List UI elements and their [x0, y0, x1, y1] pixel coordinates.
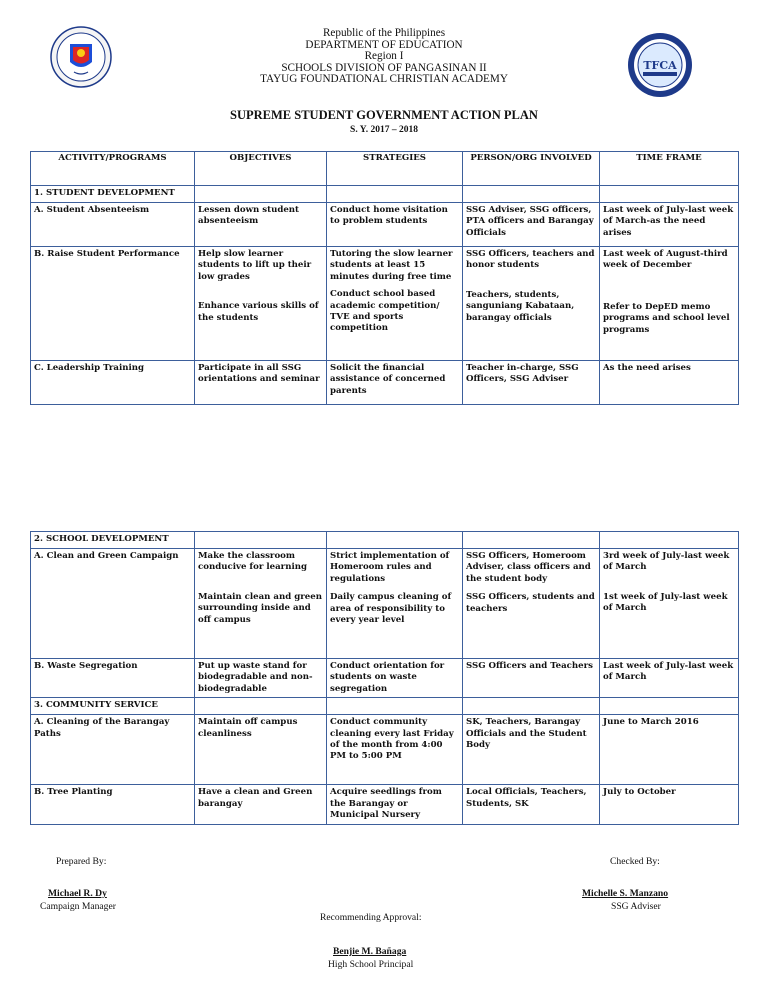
empty-cell [195, 698, 327, 715]
time-frame-cell: As the need arises [600, 361, 739, 405]
prepared-by-name: Michael R. Dy [48, 888, 107, 899]
objectives-cell: Lessen down student absenteeism [195, 203, 327, 247]
time-frame-cell: June to March 2016 [600, 715, 739, 785]
persons-cell [463, 247, 600, 361]
section-heading-row [31, 532, 739, 549]
activity-cell: B. Raise Student Performance [31, 247, 195, 361]
time-frame-cell [600, 549, 739, 659]
objectives-cell: Participate in all SSG orientations and seminar [195, 361, 327, 405]
empty-cell [327, 532, 463, 549]
table-row [31, 715, 739, 785]
activity-cell: A. Student Absenteeism [31, 203, 195, 247]
header-line-republic: Republic of the Philippines [322, 27, 446, 39]
tfca-logo-text: TFCA [643, 59, 677, 72]
person-item: SSG Officers, Homeroom Adviser, class officers and the student body [466, 551, 591, 584]
activity-cell: C. Leadership Training [31, 361, 195, 405]
persons-cell: SSG Officers and Teachers [463, 659, 600, 698]
time-frame-cell: Last week of July-last week of March [600, 659, 739, 698]
empty-cell [600, 698, 739, 715]
tfca-seal-logo [627, 32, 693, 98]
strategy-item: Conduct school based academic competition/ TVE and sports competition [330, 289, 440, 334]
activity-cell: A. Clean and Green Campaign [31, 549, 195, 659]
recommending-role: High School Principal [328, 959, 414, 970]
checked-by-label: Checked By: [610, 856, 660, 867]
person-item: Teachers, students, sanguniang Kabataan, barangay officials [466, 289, 575, 323]
objective-item: Help slow learner students to lift up their low grades [198, 249, 312, 282]
table-row [31, 203, 739, 247]
time-frame-cell: July to October [600, 785, 739, 825]
empty-cell [463, 698, 600, 715]
table-row [31, 659, 739, 698]
prepared-by-label: Prepared By: [56, 856, 107, 867]
strategy-item: Strict implementation of Homeroom rules and regulations [330, 551, 450, 584]
strategies-cell: Acquire seedlings from the Barangay or Municipal Nursery [327, 785, 463, 825]
empty-cell [463, 532, 600, 549]
column-header-strategies: STRATEGIES [327, 152, 463, 186]
column-header-activity: ACTIVITY/PROGRAMS [31, 152, 195, 186]
section-heading: 2. SCHOOL DEVELOPMENT [31, 532, 195, 549]
objective-item: Maintain clean and green surrounding inside and off campus [198, 591, 322, 625]
deped-seal-logo [50, 26, 112, 88]
column-header-persons: PERSON/ORG INVOLVED [463, 152, 600, 186]
strategies-cell: Conduct orientation for students on waste segregation [327, 659, 463, 698]
objectives-cell [195, 549, 327, 659]
section-heading: 3. COMMUNITY SERVICE [31, 698, 195, 715]
objectives-cell [195, 247, 327, 361]
persons-cell: SK, Teachers, Barangay Officials and the Student Body [463, 715, 600, 785]
prepared-by-role: Campaign Manager [40, 901, 116, 912]
strategies-cell [327, 549, 463, 659]
empty-cell [195, 186, 327, 203]
document-title: SUPREME STUDENT GOVERNMENT ACTION PLAN [230, 108, 538, 122]
recommending-name: Benjie M. Bañaga [333, 946, 407, 957]
objectives-cell: Maintain off campus cleanliness [195, 715, 327, 785]
strategies-cell [327, 247, 463, 361]
empty-cell [600, 186, 739, 203]
section-heading: 1. STUDENT DEVELOPMENT [31, 186, 195, 203]
checked-by-name: Michelle S. Manzano [582, 888, 669, 899]
table-header-row [31, 152, 739, 186]
time-frame-item: 1st week of July-last week of March [603, 591, 728, 614]
section-heading-row [31, 698, 739, 715]
persons-cell: Local Officials, Teachers, Students, SK [463, 785, 600, 825]
recommending-approval-label: Recommending Approval: [320, 912, 422, 923]
action-plan-table-2 [30, 531, 739, 825]
strategies-cell: Conduct home visitation to problem students [327, 203, 463, 247]
column-header-objectives: OBJECTIVES [195, 152, 327, 186]
header-line-school: TAYUG FOUNDATIONAL CHRISTIAN ACADEMY [260, 73, 508, 86]
document-header [150, 28, 618, 86]
time-frame-cell: Last week of July-last week of March-as the need arises [600, 203, 739, 247]
header-line-region: Region I [364, 50, 404, 63]
empty-cell [463, 186, 600, 203]
activity-cell: B. Tree Planting [31, 785, 195, 825]
persons-cell [463, 549, 600, 659]
empty-cell [327, 186, 463, 203]
activity-cell: A. Cleaning of the Barangay Paths [31, 715, 195, 785]
objective-item: Enhance various skills of the students [198, 301, 319, 323]
objectives-cell: Have a clean and Green barangay [195, 785, 327, 825]
empty-cell [600, 532, 739, 549]
objective-item: Make the classroom conducive for learning [198, 551, 307, 573]
strategies-cell: Solicit the financial assistance of concerned parents [327, 361, 463, 405]
person-item: SSG Officers, teachers and honor students [466, 249, 595, 271]
action-plan-table-1 [30, 151, 739, 405]
table-row [31, 549, 739, 659]
section-heading-row [31, 186, 739, 203]
school-year: S. Y. 2017 – 2018 [350, 125, 418, 135]
header-line-division: SCHOOLS DIVISION OF PANGASINAN II [281, 61, 487, 74]
strategy-item: Tutoring the slow learner students at least 15 minutes during free time [330, 249, 453, 282]
persons-cell: SSG Adviser, SSG officers, PTA officers and Barangay Officials [463, 203, 600, 247]
time-frame-cell [600, 247, 739, 361]
table-row [31, 785, 739, 825]
empty-cell [195, 532, 327, 549]
table-row [31, 361, 739, 405]
strategy-item: Daily campus cleaning of area of responsibility to every year level [330, 592, 452, 626]
time-frame-item: Refer to DepED memo programs and school level programs [603, 301, 730, 335]
header-line-department: DEPARTMENT OF EDUCATION [305, 38, 463, 51]
activity-cell: B. Waste Segregation [31, 659, 195, 698]
empty-cell [327, 698, 463, 715]
checked-by-role: SSG Adviser [611, 901, 661, 912]
persons-cell: Teacher in-charge, SSG Officers, SSG Adviser [463, 361, 600, 405]
strategies-cell: Conduct community cleaning every last Friday of the month from 4:00 PM to 5:00 PM [327, 715, 463, 785]
time-frame-item: Last week of August-third week of December [603, 249, 728, 271]
objectives-cell: Put up waste stand for biodegradable and non-biodegradable [195, 659, 327, 698]
table-row [31, 247, 739, 361]
time-frame-item: 3rd week of July-last week of March [603, 551, 730, 573]
person-item: SSG Officers, students and teachers [466, 592, 595, 614]
column-header-time-frame: TIME FRAME [600, 152, 739, 186]
